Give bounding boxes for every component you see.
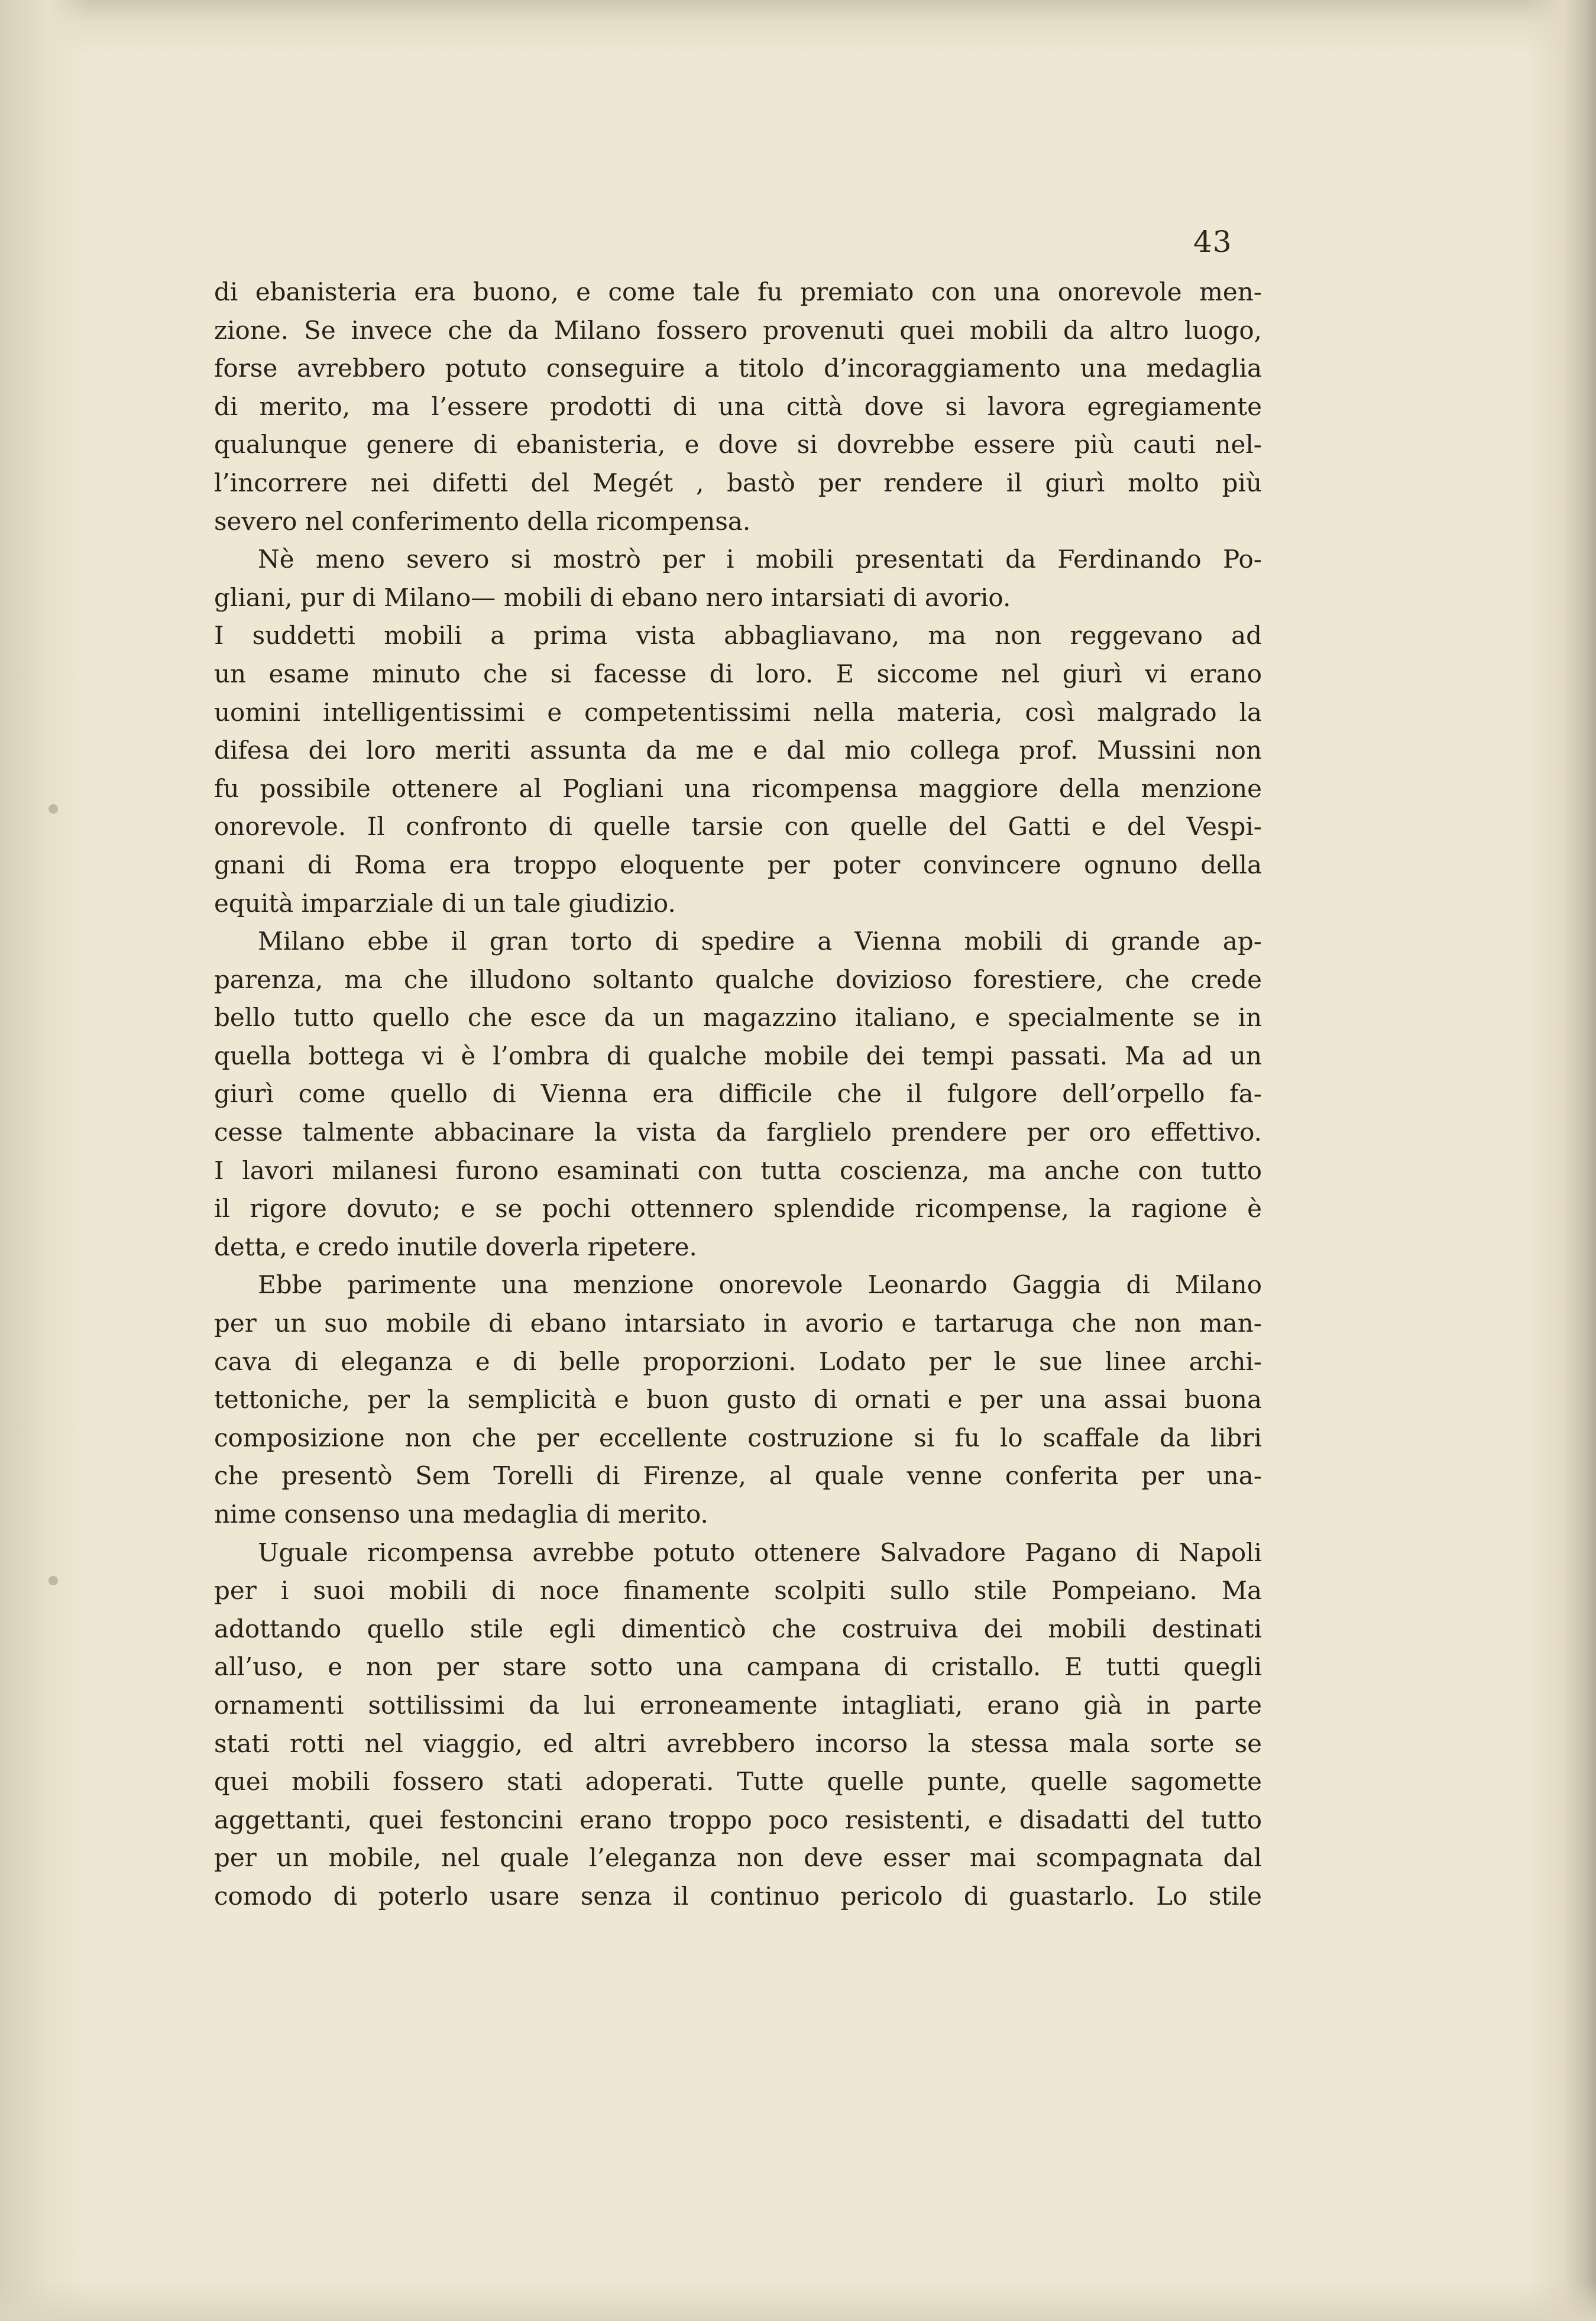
paragraph-start-line: Uguale ricompensa avrebbe potuto ottenere Salvadore Pagano di Napoli bbox=[258, 1537, 1262, 1567]
text-line: I suddetti mobili a prima vista abbagliavano, ma non reggevano ad bbox=[214, 621, 1262, 650]
text-line: severo nel conferimento della ricompensa. bbox=[214, 506, 751, 536]
text-line: ornamenti sottilissimi da lui erroneamente intagliati, erano già in parte bbox=[214, 1690, 1262, 1720]
text-line: cava di eleganza e di belle proporzioni. Lodato per le sue linee archi- bbox=[214, 1346, 1262, 1376]
text-line: di ebanisteria era buono, e come tale fu premiato con una onorevole men- bbox=[214, 277, 1262, 306]
text-line: stati rotti nel viaggio, ed altri avrebbero incorso la stessa mala sorte se bbox=[214, 1728, 1262, 1758]
text-line: zione. Se invece che da Milano fossero provenuti quei mobili da altro luogo, bbox=[214, 315, 1262, 345]
text-line: gnani di Roma era troppo eloquente per poter convincere ognuno della bbox=[214, 850, 1262, 879]
binding-gutter bbox=[0, 0, 89, 2321]
text-line: detta, e credo inutile doverla ripetere. bbox=[214, 1232, 697, 1261]
text-line: aggettanti, quei festoncini erano troppo poco resistenti, e disadatti del tutto bbox=[214, 1805, 1262, 1834]
text-line: onorevole. Il confronto di quelle tarsie con quelle del Gatti e del Vespi- bbox=[214, 812, 1262, 841]
text-line: che presentò Sem Torelli di Firenze, al quale venne conferita per una- bbox=[214, 1461, 1262, 1491]
text-line: equità imparziale di un tale giudizio. bbox=[214, 888, 676, 918]
text-line: uomini intelligentissimi e competentissimi nella materia, così malgrado la bbox=[214, 697, 1262, 727]
page-right-edge bbox=[1525, 0, 1596, 2321]
text-line: gliani, pur di Milano— mobili di ebano nero intarsiati di avorio. bbox=[214, 582, 1011, 612]
text-line: per un mobile, nel quale l’eleganza non deve esser mai scompagnata dal bbox=[214, 1843, 1262, 1873]
text-line: cesse talmente abbacinare la vista da farglielo prendere per oro effettivo. bbox=[214, 1118, 1262, 1147]
text-line: difesa dei loro meriti assunta da me e dal mio collega prof. Mussini non bbox=[214, 736, 1262, 765]
paragraph-start-line: Nè meno severo si mostrò per i mobili presentati da Ferdinando Po- bbox=[258, 545, 1262, 574]
text-line: bello tutto quello che esce da un magazzino italiano, e specialmente se in bbox=[214, 1003, 1262, 1032]
page-bottom-edge bbox=[0, 2280, 1596, 2321]
text-line: I lavori milanesi furono esaminati con tutta coscienza, ma anche con tutto bbox=[214, 1155, 1262, 1185]
binding-hole bbox=[48, 1576, 58, 1585]
paragraph-start-line: Ebbe parimente una menzione onorevole Leonardo Gaggia di Milano bbox=[258, 1270, 1262, 1300]
body-text bbox=[214, 273, 1262, 1916]
paragraph-start-line: Milano ebbe il gran torto di spedire a Vienna mobili di grande ap- bbox=[258, 927, 1262, 956]
text-line: nime consenso una medaglia di merito. bbox=[214, 1500, 708, 1529]
text-line: un esame minuto che si facesse di loro. E siccome nel giurì vi erano bbox=[214, 659, 1262, 688]
text-line: fu possibile ottenere al Pogliani una ricompensa maggiore della menzione bbox=[214, 773, 1262, 803]
text-line: comodo di poterlo usare senza il continuo pericolo di guastarlo. Lo stile bbox=[214, 1881, 1262, 1911]
page-number: 43 bbox=[1193, 225, 1232, 259]
text-line: di merito, ma l’essere prodotti di una città dove si lavora egregiamente bbox=[214, 391, 1262, 421]
text-line: il rigore dovuto; e se pochi ottennero splendide ricompense, la ragione è bbox=[214, 1194, 1262, 1223]
text-line: adottando quello stile egli dimenticò che costruiva dei mobili destinati bbox=[214, 1614, 1262, 1643]
text-line: parenza, ma che illudono soltanto qualche dovizioso forestiere, che crede bbox=[214, 964, 1262, 994]
text-line: quella bottega vi è l’ombra di qualche mobile dei tempi passati. Ma ad un bbox=[214, 1041, 1262, 1070]
text-line: l’incorrere nei difetti del Megét , bastò per rendere il giurì molto più bbox=[214, 468, 1262, 497]
text-line: qualunque genere di ebanisteria, e dove si dovrebbe essere più cauti nel- bbox=[214, 430, 1262, 459]
text-line: per i suoi mobili di noce finamente scolpiti sullo stile Pompeiano. Ma bbox=[214, 1576, 1262, 1605]
page-top-edge bbox=[0, 0, 1596, 56]
text-line: quei mobili fossero stati adoperati. Tutte quelle punte, quelle sagomette bbox=[214, 1767, 1262, 1796]
text-line: tettoniche, per la semplicità e buon gusto di ornati e per una assai buona bbox=[214, 1385, 1262, 1414]
binding-hole bbox=[48, 804, 58, 814]
text-line: forse avrebbero potuto conseguire a titolo d’incoraggiamento una medaglia bbox=[214, 354, 1262, 383]
text-line: all’uso, e non per stare sotto una campana di cristallo. E tutti quegli bbox=[214, 1652, 1262, 1682]
text-line: composizione non che per eccellente costruzione si fu lo scaffale da libri bbox=[214, 1423, 1262, 1452]
text-line: giurì come quello di Vienna era difficile che il fulgore dell’orpello fa- bbox=[214, 1079, 1262, 1109]
text-line: per un suo mobile di ebano intarsiato in avorio e tartaruga che non man- bbox=[214, 1309, 1262, 1338]
